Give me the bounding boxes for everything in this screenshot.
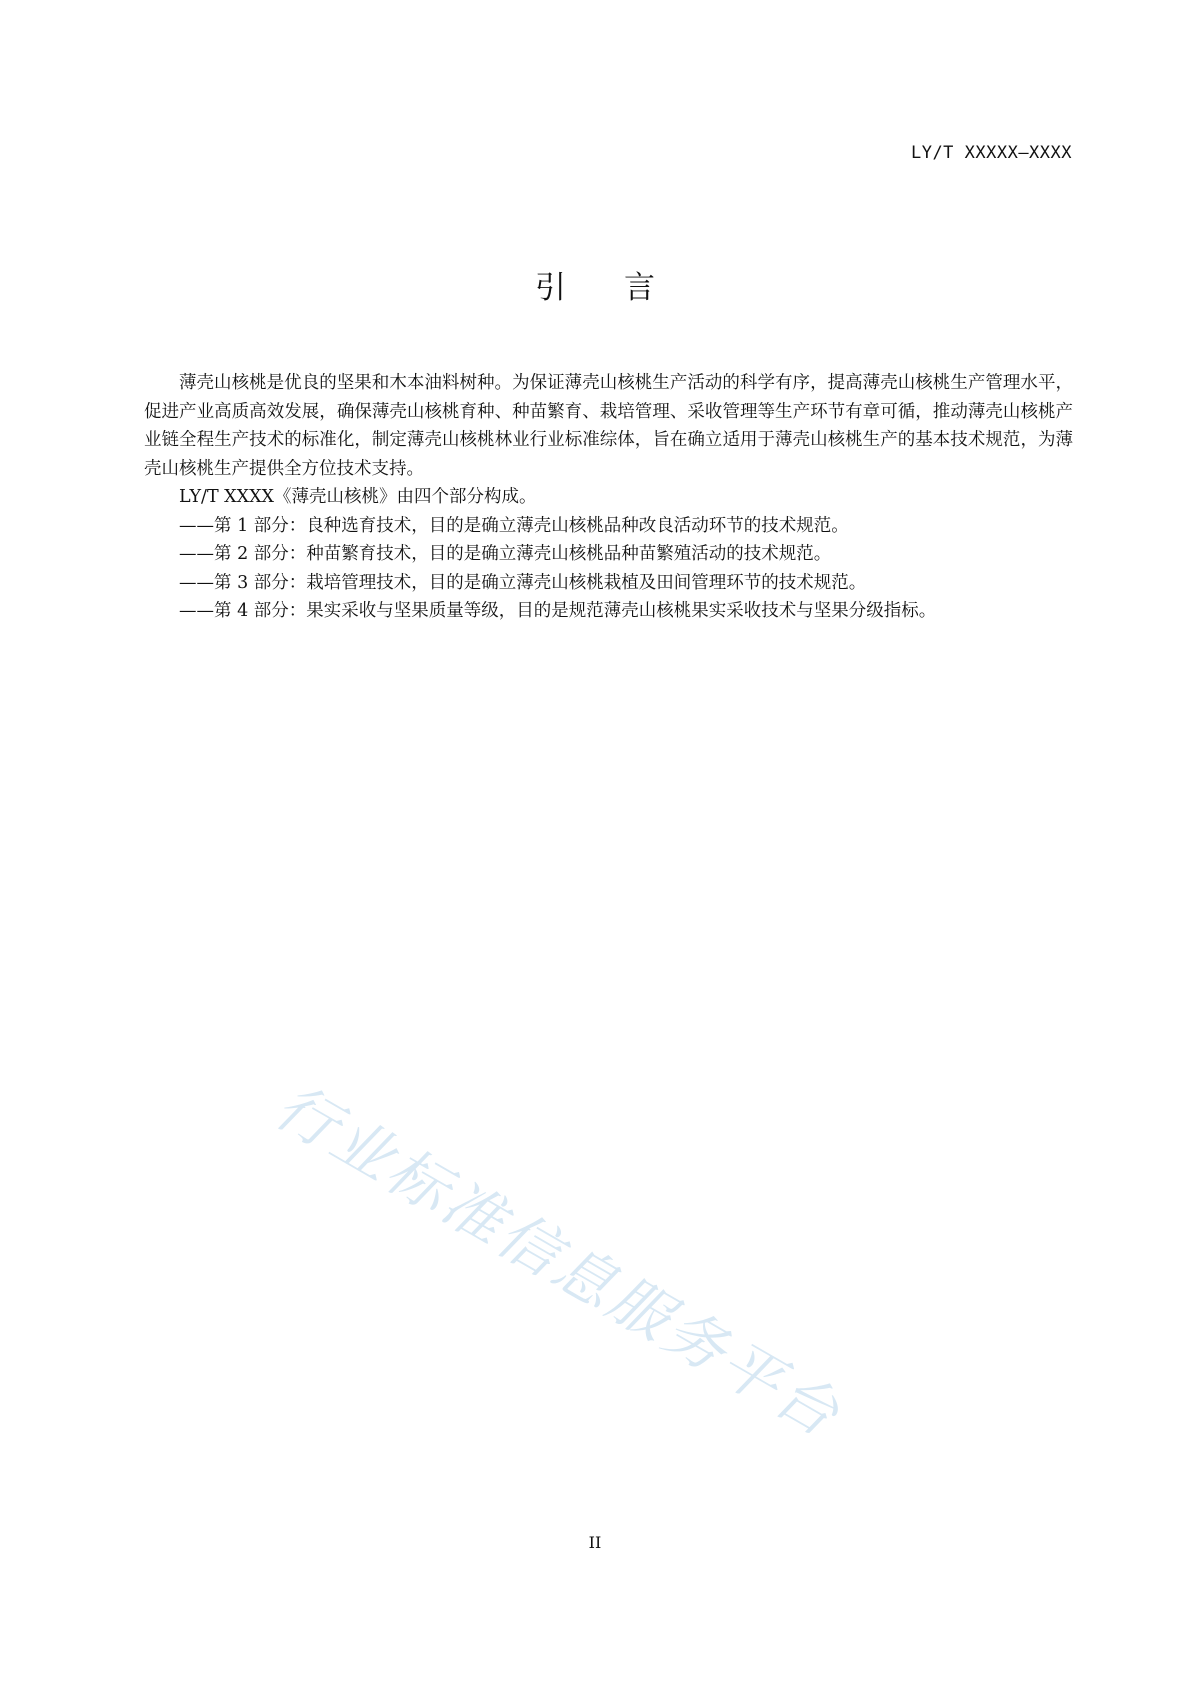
intro-paragraph: 薄壳山核桃是优良的坚果和木本油料树种。为保证薄壳山核桃生产活动的科学有序，提高薄壳山核桃生产管理水平，促进产业高质高效发展，确保薄壳山核桃育种、种苗繁育、栽培管理、采收管理等生产环节有章可循，推动薄壳山核桃产业链全程生产技术的标准化，制定薄壳山核桃林业行业标准综体，旨在确立适用于薄壳山核桃生产的基本技术规范，为薄壳山核桃生产提供全方位技术支持。 (144, 373, 1073, 479)
document-body (144, 369, 1073, 626)
page-title: 引言 (535, 270, 713, 306)
part-item: ——第 4 部分：果实采收与坚果质量等级，目的是规范薄壳山核桃果实采收技术与坚果分级指标。 (179, 601, 937, 621)
standard-code: LY/T XXXXX—XXXX (910, 143, 1072, 163)
watermark: 行业标准信息服务平台 (263, 1071, 853, 1452)
structure-statement: LY/T XXXX《薄壳山核桃》由四个部分构成。 (179, 487, 537, 507)
part-item: ——第 1 部分：良种选育技术，目的是确立薄壳山核桃品种改良活动环节的技术规范。 (179, 515, 849, 536)
page-number: II (588, 1533, 602, 1552)
part-item: ——第 3 部分：栽培管理技术，目的是确立薄壳山核桃栽植及田间管理环节的技术规范。 (179, 572, 867, 593)
part-item: ——第 2 部分：种苗繁育技术，目的是确立薄壳山核桃品种苗繁殖活动的技术规范。 (179, 544, 832, 564)
